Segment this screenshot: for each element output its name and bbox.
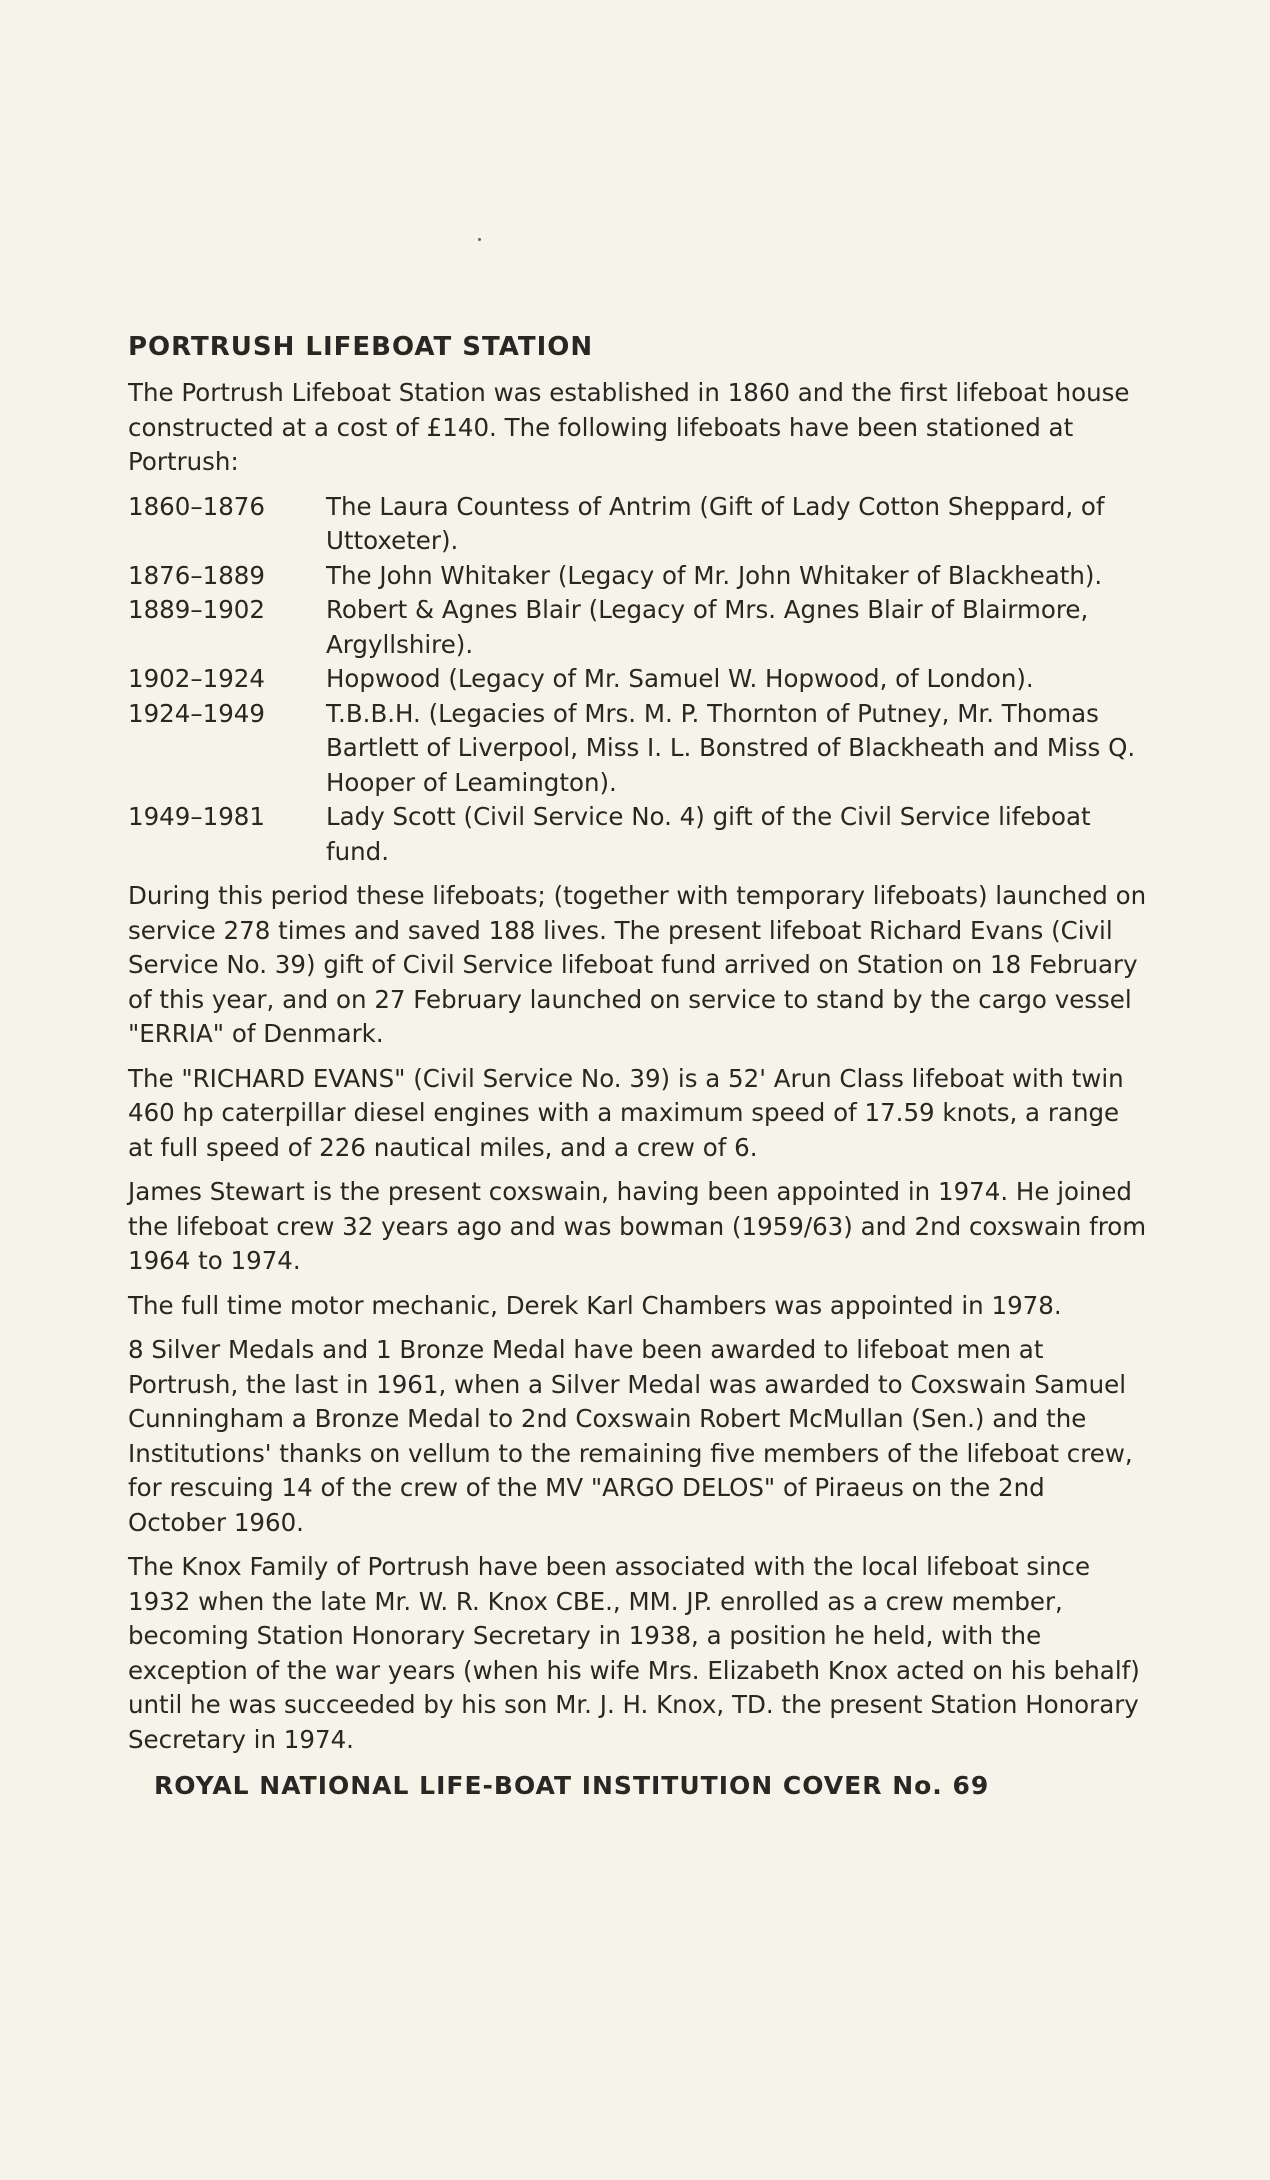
mechanic-paragraph: The full time motor mechanic, Derek Karl Chambers was appointed in 1978. <box>128 1290 1062 1320</box>
lifeboat-years: 1876–1889 <box>128 560 265 590</box>
coxswain-paragraph: James Stewart is the present coxswain, having been appointed in 1974. He joined the lifeboat crew 32 years ago and was bowman (1959/63) and 2nd coxswain from 1964 to 1974. <box>128 1177 1147 1275</box>
page-title: PORTRUSH LIFEBOAT STATION <box>128 332 594 362</box>
medals-paragraph: 8 Silver Medals and 1 Bronze Medal have been awarded to lifeboat men at Portrush, the last in 1961, when a Silver Medal was awarded to Coxswain Samuel Cunningham a Bronze Medal to 2nd Coxswain Robert McMullan (Sen.) and the Institutions' thanks on vellum to the remaining five members of the lifeboat crew, for rescuing 14 of the crew of the MV "ARGO DELOS" of Piraeus on the 2nd October 1960. <box>128 1335 1133 1537</box>
lifeboat-description: The Laura Countess of Antrim (Gift of Lady Cotton Sheppard, of Uttoxeter). <box>326 491 1105 555</box>
lifeboat-spec-paragraph: The "RICHARD EVANS" (Civil Service No. 39) is a 52' Arun Class lifeboat with twin 460 hp caterpillar diesel engines with a maximum speed of 17.59 knots, a range at full speed of 226 nautical miles, and a crew of 6. <box>128 1063 1124 1162</box>
service-record-paragraph: During this period these lifeboats; (together with temporary lifeboats) launched on service 278 times and saved 188 lives. The present lifeboat Richard Evans (Civil Service No. 39) gift of Civil Service lifeboat fund arrived on Station on 18 February of this year, and on 27 February launched on service to stand by the cargo vessel "ERRIA" of Denmark. <box>128 881 1147 1048</box>
lifeboat-row <box>128 800 1148 869</box>
paper-speck <box>478 238 481 241</box>
lifeboat-years: 1860–1876 <box>128 491 265 521</box>
lifeboat-description: Hopwood (Legacy of Mr. Samuel W. Hopwood, of London). <box>326 664 1034 693</box>
lifeboat-description: T.B.B.H. (Legacies of Mrs. M. P. Thornton of Putney, Mr. Thomas Bartlett of Liverpool, Miss I. L. Bonstred of Blackheath and Miss Q. Hooper of Leamington). <box>326 698 1136 797</box>
footer-caption: ROYAL NATIONAL LIFE-BOAT INSTITUTION COVER No. 69 <box>154 1771 990 1800</box>
lifeboat-description: Lady Scott (Civil Service No. 4) gift of the Civil Service lifeboat fund. <box>326 802 1091 866</box>
lifeboat-row <box>128 559 1148 594</box>
lifeboat-years: 1924–1949 <box>128 698 265 728</box>
knox-family-paragraph: The Knox Family of Portrush have been associated with the local lifeboat since 1932 when the late Mr. W. R. Knox CBE., MM. JP. enrolled as a crew member, becoming Station Honorary Secretary in 1938, a position he held, with the exception of the war years (when his wife Mrs. Elizabeth Knox acted on his behalf) until he was succeeded by his son Mr. J. H. Knox, TD. the present Station Honorary Secretary in 1974. <box>128 1552 1140 1754</box>
lifeboat-years: 1889–1902 <box>128 595 265 624</box>
lifeboat-row <box>128 593 1148 662</box>
lifeboat-row <box>128 697 1148 801</box>
lifeboat-row <box>128 662 1148 697</box>
lifeboat-list <box>128 490 1148 870</box>
lifeboat-years: 1949–1981 <box>128 802 265 831</box>
lifeboat-description: Robert & Agnes Blair (Legacy of Mrs. Agnes Blair of Blairmore, Argyllshire). <box>326 595 1089 659</box>
document-page <box>128 330 1148 1803</box>
lifeboat-description: The John Whitaker (Legacy of Mr. John Whitaker of Blackheath). <box>326 560 1103 590</box>
intro-paragraph: The Portrush Lifeboat Station was established in 1860 and the first lifeboat house constructed at a cost of £140. The following lifeboats have been stationed at Portrush: <box>128 378 1130 476</box>
lifeboat-row <box>128 490 1148 559</box>
lifeboat-years: 1902–1924 <box>128 664 265 693</box>
